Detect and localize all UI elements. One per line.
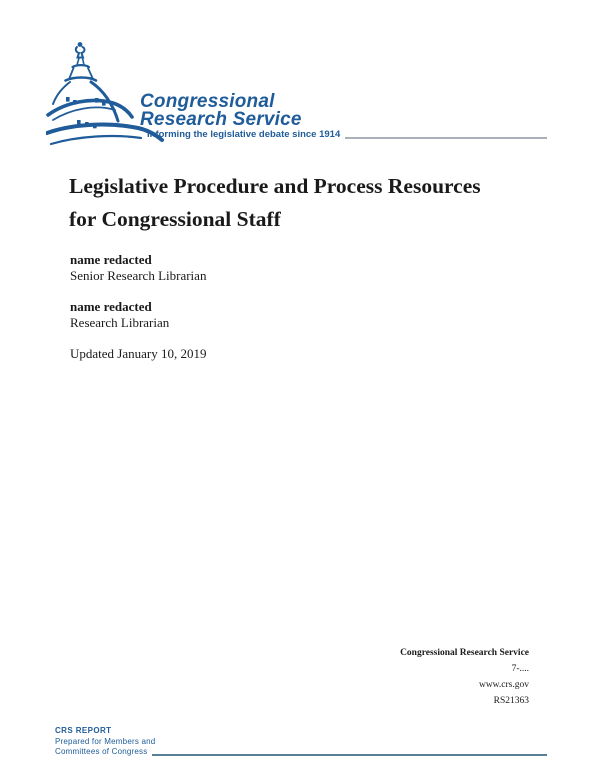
footer-crs-report: CRS REPORT bbox=[55, 726, 112, 735]
logo-org-line1: Congressional bbox=[140, 91, 275, 112]
footer-prepared-line: Prepared for Members and bbox=[55, 736, 156, 746]
footer-committees-line: Committees of Congress bbox=[55, 747, 148, 756]
header-rule bbox=[345, 137, 547, 139]
report-info-block bbox=[400, 645, 529, 709]
footer-rule bbox=[152, 754, 547, 756]
author-title: Senior Research Librarian bbox=[70, 268, 207, 283]
logo-tagline-row bbox=[147, 129, 547, 141]
footer-block bbox=[55, 726, 547, 758]
author-entry bbox=[70, 299, 206, 331]
author-name: name redacted bbox=[70, 299, 152, 314]
logo-wordmark bbox=[140, 93, 302, 128]
authors-block bbox=[70, 252, 206, 362]
logo-org-line2: Research Service bbox=[140, 108, 302, 130]
author-entry bbox=[70, 252, 206, 284]
updated-date: Updated January 10, 2019 bbox=[70, 346, 207, 361]
page-title-line1: Legislative Procedure and Process Resources bbox=[69, 174, 481, 198]
report-website: www.crs.gov bbox=[478, 680, 529, 690]
page-title-line2: for Congressional Staff bbox=[69, 206, 281, 231]
logo-tagline: Informing the legislative debate since 1914 bbox=[147, 129, 341, 140]
report-phone: 7-.... bbox=[511, 664, 529, 674]
report-org: Congressional Research Service bbox=[400, 648, 529, 658]
page-title bbox=[69, 170, 481, 235]
author-name: name redacted bbox=[70, 252, 152, 267]
footer-committees-row bbox=[55, 747, 547, 758]
report-number: RS21363 bbox=[493, 696, 529, 706]
author-title: Research Librarian bbox=[70, 315, 170, 330]
